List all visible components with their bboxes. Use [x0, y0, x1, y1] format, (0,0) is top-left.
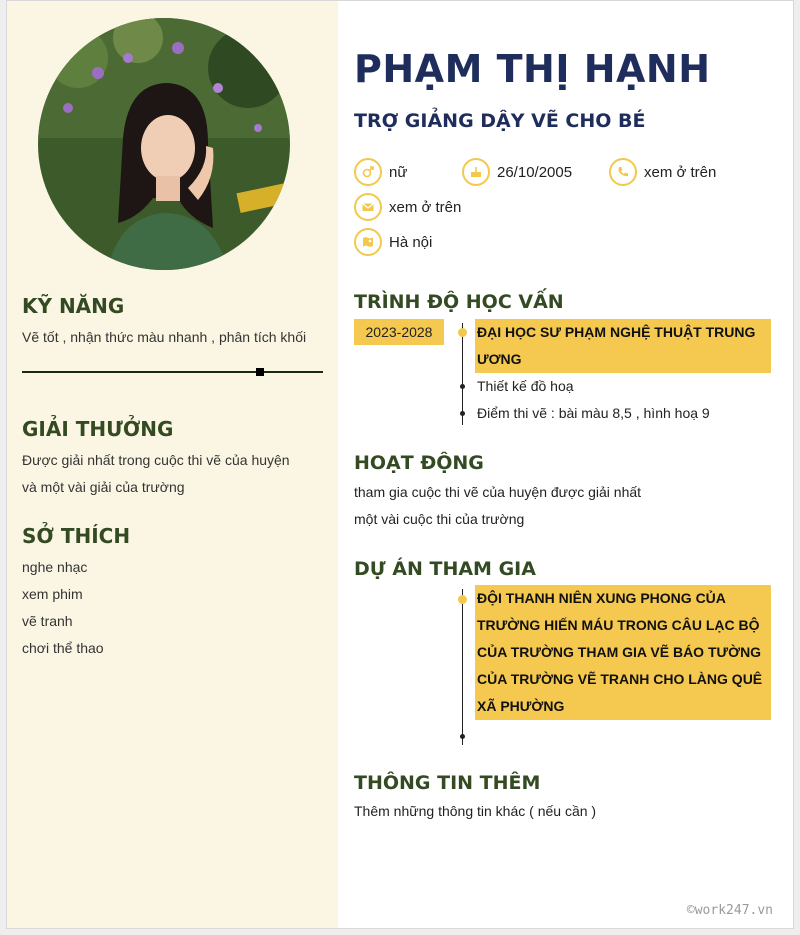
- education-major: Thiết kế đồ hoạ: [477, 378, 574, 394]
- timeline-dot: [458, 328, 467, 337]
- awards-list: [22, 447, 290, 501]
- job-title: TRỢ GIẢNG DẬY VẼ CHO BÉ: [354, 110, 646, 132]
- map-icon: [354, 228, 382, 256]
- activities-list: [354, 479, 641, 533]
- project-description: [475, 585, 771, 720]
- phone-icon: [609, 158, 637, 186]
- skill-level-bar: [22, 371, 323, 373]
- timeline-dot: [460, 734, 465, 739]
- cake-icon: [462, 158, 490, 186]
- project-line: CỦA TRƯỜNG THAM GIA VẼ BÁO TƯỜNG: [477, 644, 762, 660]
- birthday-value: 26/10/2005: [497, 163, 573, 181]
- avatar-photo: [38, 18, 290, 270]
- avatar: [38, 18, 290, 270]
- timeline-dot: [460, 411, 465, 416]
- skills-text: Vẽ tốt , nhận thức màu nhanh , phân tích khối: [22, 329, 307, 345]
- activity-line: tham gia cuộc thi vẽ của huyện được giải nhất: [354, 484, 642, 500]
- project-line: ĐỘI THANH NIÊN XUNG PHONG CỦA: [477, 590, 726, 606]
- sidebar: [7, 1, 338, 928]
- projects-timeline: [462, 589, 463, 745]
- address-info: [354, 228, 432, 256]
- education-timeline: [462, 323, 463, 425]
- activities-heading: HOẠT ĐỘNG: [354, 452, 484, 474]
- email-info: [354, 193, 461, 221]
- project-line: CỦA TRƯỜNG VẼ TRANH CHO LÀNG QUÊ: [477, 671, 763, 687]
- education-period: 2023-2028: [354, 319, 444, 345]
- extra-text: Thêm những thông tin khác ( nếu cần ): [354, 803, 597, 819]
- watermark: ©work247.vn: [686, 903, 773, 918]
- project-line: XÃ PHƯỜNG: [477, 698, 565, 714]
- project-line: TRƯỜNG HIẾN MÁU TRONG CÂU LẠC BỘ: [477, 617, 760, 633]
- skill-level-marker: [256, 368, 264, 376]
- hobby-item: chơi thể thao: [22, 640, 104, 656]
- school-line: ƯƠNG: [477, 351, 522, 367]
- gender-value: nữ: [389, 163, 408, 181]
- award-line: Được giải nhất trong cuộc thi vẽ của huyện: [22, 452, 290, 468]
- gender-icon: [354, 158, 382, 186]
- phone-value: xem ở trên: [644, 163, 717, 181]
- hobbies-list: [22, 554, 104, 662]
- hobby-item: xem phim: [22, 586, 83, 602]
- mail-icon: [354, 193, 382, 221]
- candidate-name: PHẠM THỊ HẠNH: [354, 47, 711, 91]
- award-line: và một vài giải của trường: [22, 479, 185, 495]
- skills-heading: KỸ NĂNG: [22, 294, 125, 318]
- address-value: Hà nội: [389, 233, 433, 251]
- education-scores: Điểm thi vẽ : bài màu 8,5 , hình hoạ 9: [477, 405, 710, 421]
- activity-line: một vài cuộc thi của trường: [354, 511, 525, 527]
- education-heading: TRÌNH ĐỘ HỌC VẤN: [354, 291, 564, 313]
- awards-heading: GIẢI THƯỞNG: [22, 417, 174, 441]
- hobby-item: vẽ tranh: [22, 613, 73, 629]
- email-value: xem ở trên: [389, 198, 462, 216]
- school-line: ĐẠI HỌC SƯ PHẠM NGHỆ THUẬT TRUNG: [477, 324, 756, 340]
- projects-heading: DỰ ÁN THAM GIA: [354, 558, 536, 580]
- phone-info: [609, 158, 716, 186]
- school-name: [475, 319, 771, 373]
- hobby-item: nghe nhạc: [22, 559, 88, 575]
- main-content: [338, 1, 794, 928]
- hobbies-heading: SỞ THÍCH: [22, 524, 131, 548]
- timeline-dot: [460, 384, 465, 389]
- gender-info: [354, 158, 407, 186]
- extra-heading: THÔNG TIN THÊM: [354, 772, 541, 794]
- cv-page: [6, 0, 794, 929]
- timeline-dot: [458, 595, 467, 604]
- birthday-info: [462, 158, 572, 186]
